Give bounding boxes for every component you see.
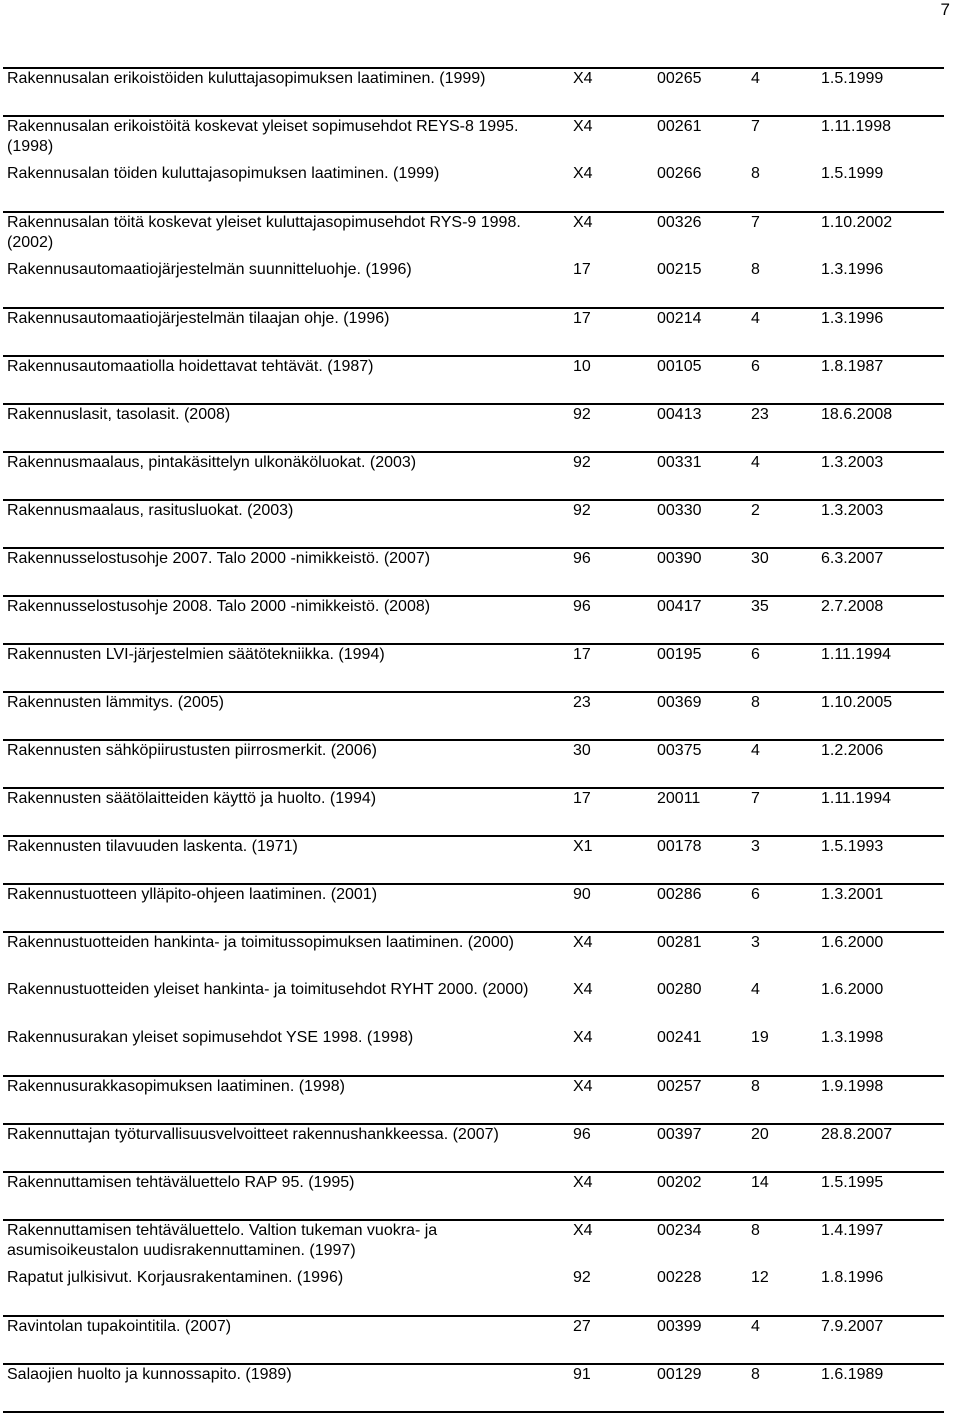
table-row [3, 1172, 944, 1220]
cell-pages: 7 [747, 788, 817, 836]
cell-group: 17 [569, 308, 653, 356]
cell-code: 00195 [653, 644, 747, 692]
cell-code: 00257 [653, 1076, 747, 1124]
cell-date: 1.5.1993 [817, 836, 944, 884]
cell-pages: 2 [747, 500, 817, 548]
cell-code: 00330 [653, 500, 747, 548]
table-row [3, 788, 944, 836]
cell-date: 1.8.1996 [817, 1268, 944, 1316]
cell-group: 96 [569, 548, 653, 596]
cell-date: 1.10.2005 [817, 692, 944, 740]
table-row [3, 356, 944, 404]
cell-title: Rakennustuotteiden hankinta- ja toimitussopimuksen laatiminen. (2000) [7, 934, 514, 951]
cell-title: Rakennusalan töiden kuluttajasopimuksen laatiminen. (1999) [3, 164, 569, 212]
cell-code: 00129 [653, 1364, 747, 1412]
cell-group: X4 [569, 1028, 653, 1076]
cell-pages: 4 [747, 1316, 817, 1364]
cell-pages: 35 [747, 596, 817, 644]
cell-date: 1.3.1996 [817, 260, 944, 308]
cell-title: Rapatut julkisivut. Korjausrakentaminen. (1996) [3, 1268, 569, 1316]
table-row [3, 68, 944, 116]
page-number: 7 [940, 0, 950, 19]
cell-date: 1.5.1999 [817, 68, 944, 116]
cell-pages: 4 [747, 68, 817, 116]
cell-group: 23 [569, 692, 653, 740]
cell-date: 1.3.2001 [817, 884, 944, 932]
cell-code: 00241 [653, 1028, 747, 1076]
cell-group: 17 [569, 644, 653, 692]
cell-title: Rakennustuotteiden yleiset hankinta- ja toimitusehdot RYHT 2000. (2000) [7, 981, 529, 998]
cell-date: 18.6.2008 [817, 404, 944, 452]
cell-title: Rakennuslasit, tasolasit. (2008) [3, 404, 569, 452]
cell-pages: 4 [747, 308, 817, 356]
cell-group: 96 [569, 596, 653, 644]
cell-title: Rakennusmaalaus, pintakäsittelyn ulkonäköluokat. (2003) [3, 452, 569, 500]
cell-date: 1.3.2003 [817, 500, 944, 548]
cell-code: 00375 [653, 740, 747, 788]
table-row [3, 308, 944, 356]
cell-group: 10 [569, 356, 653, 404]
cell-date: 6.3.2007 [817, 548, 944, 596]
cell-pages: 8 [751, 1222, 760, 1239]
cell-code: 00214 [653, 308, 747, 356]
table-row [3, 212, 944, 260]
table-row [3, 980, 944, 1028]
cell-group: 17 [569, 788, 653, 836]
cell-code: 00397 [653, 1124, 747, 1172]
cell-title: Rakennusten säätölaitteiden käyttö ja huolto. (1994) [3, 788, 569, 836]
cell-pages: 14 [747, 1172, 817, 1220]
cell-title: Rakennusten tilavuuden laskenta. (1971) [3, 836, 569, 884]
cell-pages: 7 [751, 214, 760, 231]
cell-date: 7.9.2007 [817, 1316, 944, 1364]
cell-pages: 6 [747, 356, 817, 404]
cell-group: 91 [569, 1364, 653, 1412]
cell-code: 00266 [653, 164, 747, 212]
table-row [3, 884, 944, 932]
cell-group: X4 [573, 934, 593, 951]
cell-date: 1.11.1998 [821, 118, 891, 135]
table-row [3, 1124, 944, 1172]
cell-title: Rakennusautomaatiojärjestelmän tilaajan ohje. (1996) [3, 308, 569, 356]
cell-date: 2.7.2008 [817, 596, 944, 644]
cell-title: Rakennusurakkasopimuksen laatiminen. (1998) [3, 1076, 569, 1124]
cell-title: Rakennusalan erikoistöitä koskevat yleiset sopimusehdot REYS-8 1995. (1998) [7, 118, 519, 155]
table-row [3, 836, 944, 884]
cell-title: Rakennusalan erikoistöiden kuluttajasopimuksen laatiminen. (1999) [3, 68, 569, 116]
cell-code: 00215 [653, 260, 747, 308]
cell-pages: 7 [751, 118, 760, 135]
cell-pages: 8 [747, 164, 817, 212]
cell-pages: 4 [751, 981, 760, 998]
cell-group: 17 [569, 260, 653, 308]
cell-pages: 8 [747, 692, 817, 740]
cell-date: 1.8.1987 [817, 356, 944, 404]
cell-code: 00261 [657, 118, 702, 135]
cell-title: Rakennusten lämmitys. (2005) [3, 692, 569, 740]
cell-group: 27 [569, 1316, 653, 1364]
cell-pages: 30 [747, 548, 817, 596]
cell-date: 1.6.1989 [817, 1364, 944, 1412]
cell-date: 28.8.2007 [817, 1124, 944, 1172]
table-row [3, 1364, 944, 1412]
publication-rows [3, 68, 944, 1412]
cell-code: 00281 [657, 934, 702, 951]
cell-code: 00390 [653, 548, 747, 596]
cell-code: 00234 [657, 1222, 702, 1239]
cell-title: Rakennusautomaatiolla hoidettavat tehtävät. (1987) [3, 356, 569, 404]
cell-code: 00369 [653, 692, 747, 740]
cell-code: 00331 [653, 452, 747, 500]
cell-code: 00280 [657, 981, 702, 998]
cell-group: X1 [569, 836, 653, 884]
table-row [3, 596, 944, 644]
cell-code: 00265 [653, 68, 747, 116]
cell-group: X4 [569, 1172, 653, 1220]
cell-pages: 20 [747, 1124, 817, 1172]
table-row [3, 644, 944, 692]
cell-code: 00202 [653, 1172, 747, 1220]
cell-group: X4 [569, 164, 653, 212]
cell-pages: 3 [751, 934, 760, 951]
cell-title: Rakennuttamisen tehtäväluettelo. Valtion tukeman vuokra- ja asumisoikeustalon uudisrakennuttaminen. (1997) [7, 1222, 438, 1259]
table-row [3, 260, 944, 308]
cell-title: Rakennusselostusohje 2008. Talo 2000 -nimikkeistö. (2008) [3, 596, 569, 644]
cell-pages: 4 [747, 452, 817, 500]
cell-date: 1.3.1996 [817, 308, 944, 356]
cell-title: Rakennusmaalaus, rasitusluokat. (2003) [3, 500, 569, 548]
cell-title: Rakennusten sähköpiirustusten piirrosmerkit. (2006) [3, 740, 569, 788]
cell-group: X4 [573, 214, 593, 231]
cell-pages: 8 [747, 260, 817, 308]
table-row [3, 932, 944, 980]
cell-group: X4 [573, 118, 593, 135]
cell-date: 1.4.1997 [821, 1222, 884, 1239]
table-row [3, 404, 944, 452]
cell-pages: 12 [747, 1268, 817, 1316]
cell-pages: 4 [747, 740, 817, 788]
table-row [3, 692, 944, 740]
table-row [3, 500, 944, 548]
cell-group: 92 [569, 452, 653, 500]
cell-code: 00417 [653, 596, 747, 644]
cell-group: X4 [573, 981, 593, 998]
table-row [3, 164, 944, 212]
cell-pages: 8 [747, 1076, 817, 1124]
cell-pages: 23 [747, 404, 817, 452]
table-row [3, 116, 944, 164]
cell-date: 1.9.1998 [817, 1076, 944, 1124]
cell-title: Rakennusautomaatiojärjestelmän suunnitteluohje. (1996) [3, 260, 569, 308]
cell-title: Rakennusselostusohje 2007. Talo 2000 -nimikkeistö. (2007) [3, 548, 569, 596]
cell-title: Rakennusten LVI-järjestelmien säätötekniikka. (1994) [3, 644, 569, 692]
cell-group: 92 [569, 500, 653, 548]
cell-group: X4 [573, 1222, 593, 1239]
cell-code: 00286 [653, 884, 747, 932]
cell-group: 30 [569, 740, 653, 788]
cell-group: 92 [569, 1268, 653, 1316]
cell-title: Rakennuttajan työturvallisuusvelvoitteet rakennushankkeessa. (2007) [3, 1124, 569, 1172]
publication-index-table [3, 67, 944, 1413]
cell-code: 20011 [653, 788, 747, 836]
cell-code: 00326 [657, 214, 702, 231]
cell-date: 1.6.2000 [821, 981, 884, 998]
cell-date: 1.2.2006 [817, 740, 944, 788]
cell-group: 90 [569, 884, 653, 932]
cell-pages: 19 [747, 1028, 817, 1076]
cell-code: 00178 [653, 836, 747, 884]
cell-date: 1.5.1999 [817, 164, 944, 212]
cell-pages: 3 [747, 836, 817, 884]
cell-date: 1.10.2002 [821, 214, 893, 231]
cell-date: 1.5.1995 [817, 1172, 944, 1220]
table-row [3, 548, 944, 596]
cell-group: X4 [569, 1076, 653, 1124]
cell-code: 00413 [653, 404, 747, 452]
cell-pages: 6 [747, 644, 817, 692]
table-row [3, 1076, 944, 1124]
cell-code: 00105 [653, 356, 747, 404]
table-row [3, 452, 944, 500]
cell-pages: 8 [747, 1364, 817, 1412]
cell-date: 1.3.2003 [817, 452, 944, 500]
cell-title: Rakennustuotteen ylläpito-ohjeen laatiminen. (2001) [3, 884, 569, 932]
cell-title: Rakennusurakan yleiset sopimusehdot YSE 1998. (1998) [3, 1028, 569, 1076]
cell-group: 92 [569, 404, 653, 452]
cell-title: Salaojien huolto ja kunnossapito. (1989) [3, 1364, 569, 1412]
cell-code: 00399 [653, 1316, 747, 1364]
table-row [3, 1316, 944, 1364]
cell-group: 96 [569, 1124, 653, 1172]
cell-date: 1.6.2000 [821, 934, 884, 951]
cell-title: Rakennusalan töitä koskevat yleiset kuluttajasopimusehdot RYS-9 1998. (2002) [7, 214, 521, 251]
table-row [3, 1220, 944, 1268]
cell-title: Rakennuttamisen tehtäväluettelo RAP 95. (1995) [3, 1172, 569, 1220]
cell-group: X4 [569, 68, 653, 116]
cell-pages: 6 [747, 884, 817, 932]
cell-date: 1.11.1994 [817, 788, 944, 836]
cell-title: Ravintolan tupakointitila. (2007) [3, 1316, 569, 1364]
table-row [3, 740, 944, 788]
table-row [3, 1028, 944, 1076]
cell-date: 1.3.1998 [817, 1028, 944, 1076]
cell-code: 00228 [653, 1268, 747, 1316]
cell-date: 1.11.1994 [817, 644, 944, 692]
table-row [3, 1268, 944, 1316]
